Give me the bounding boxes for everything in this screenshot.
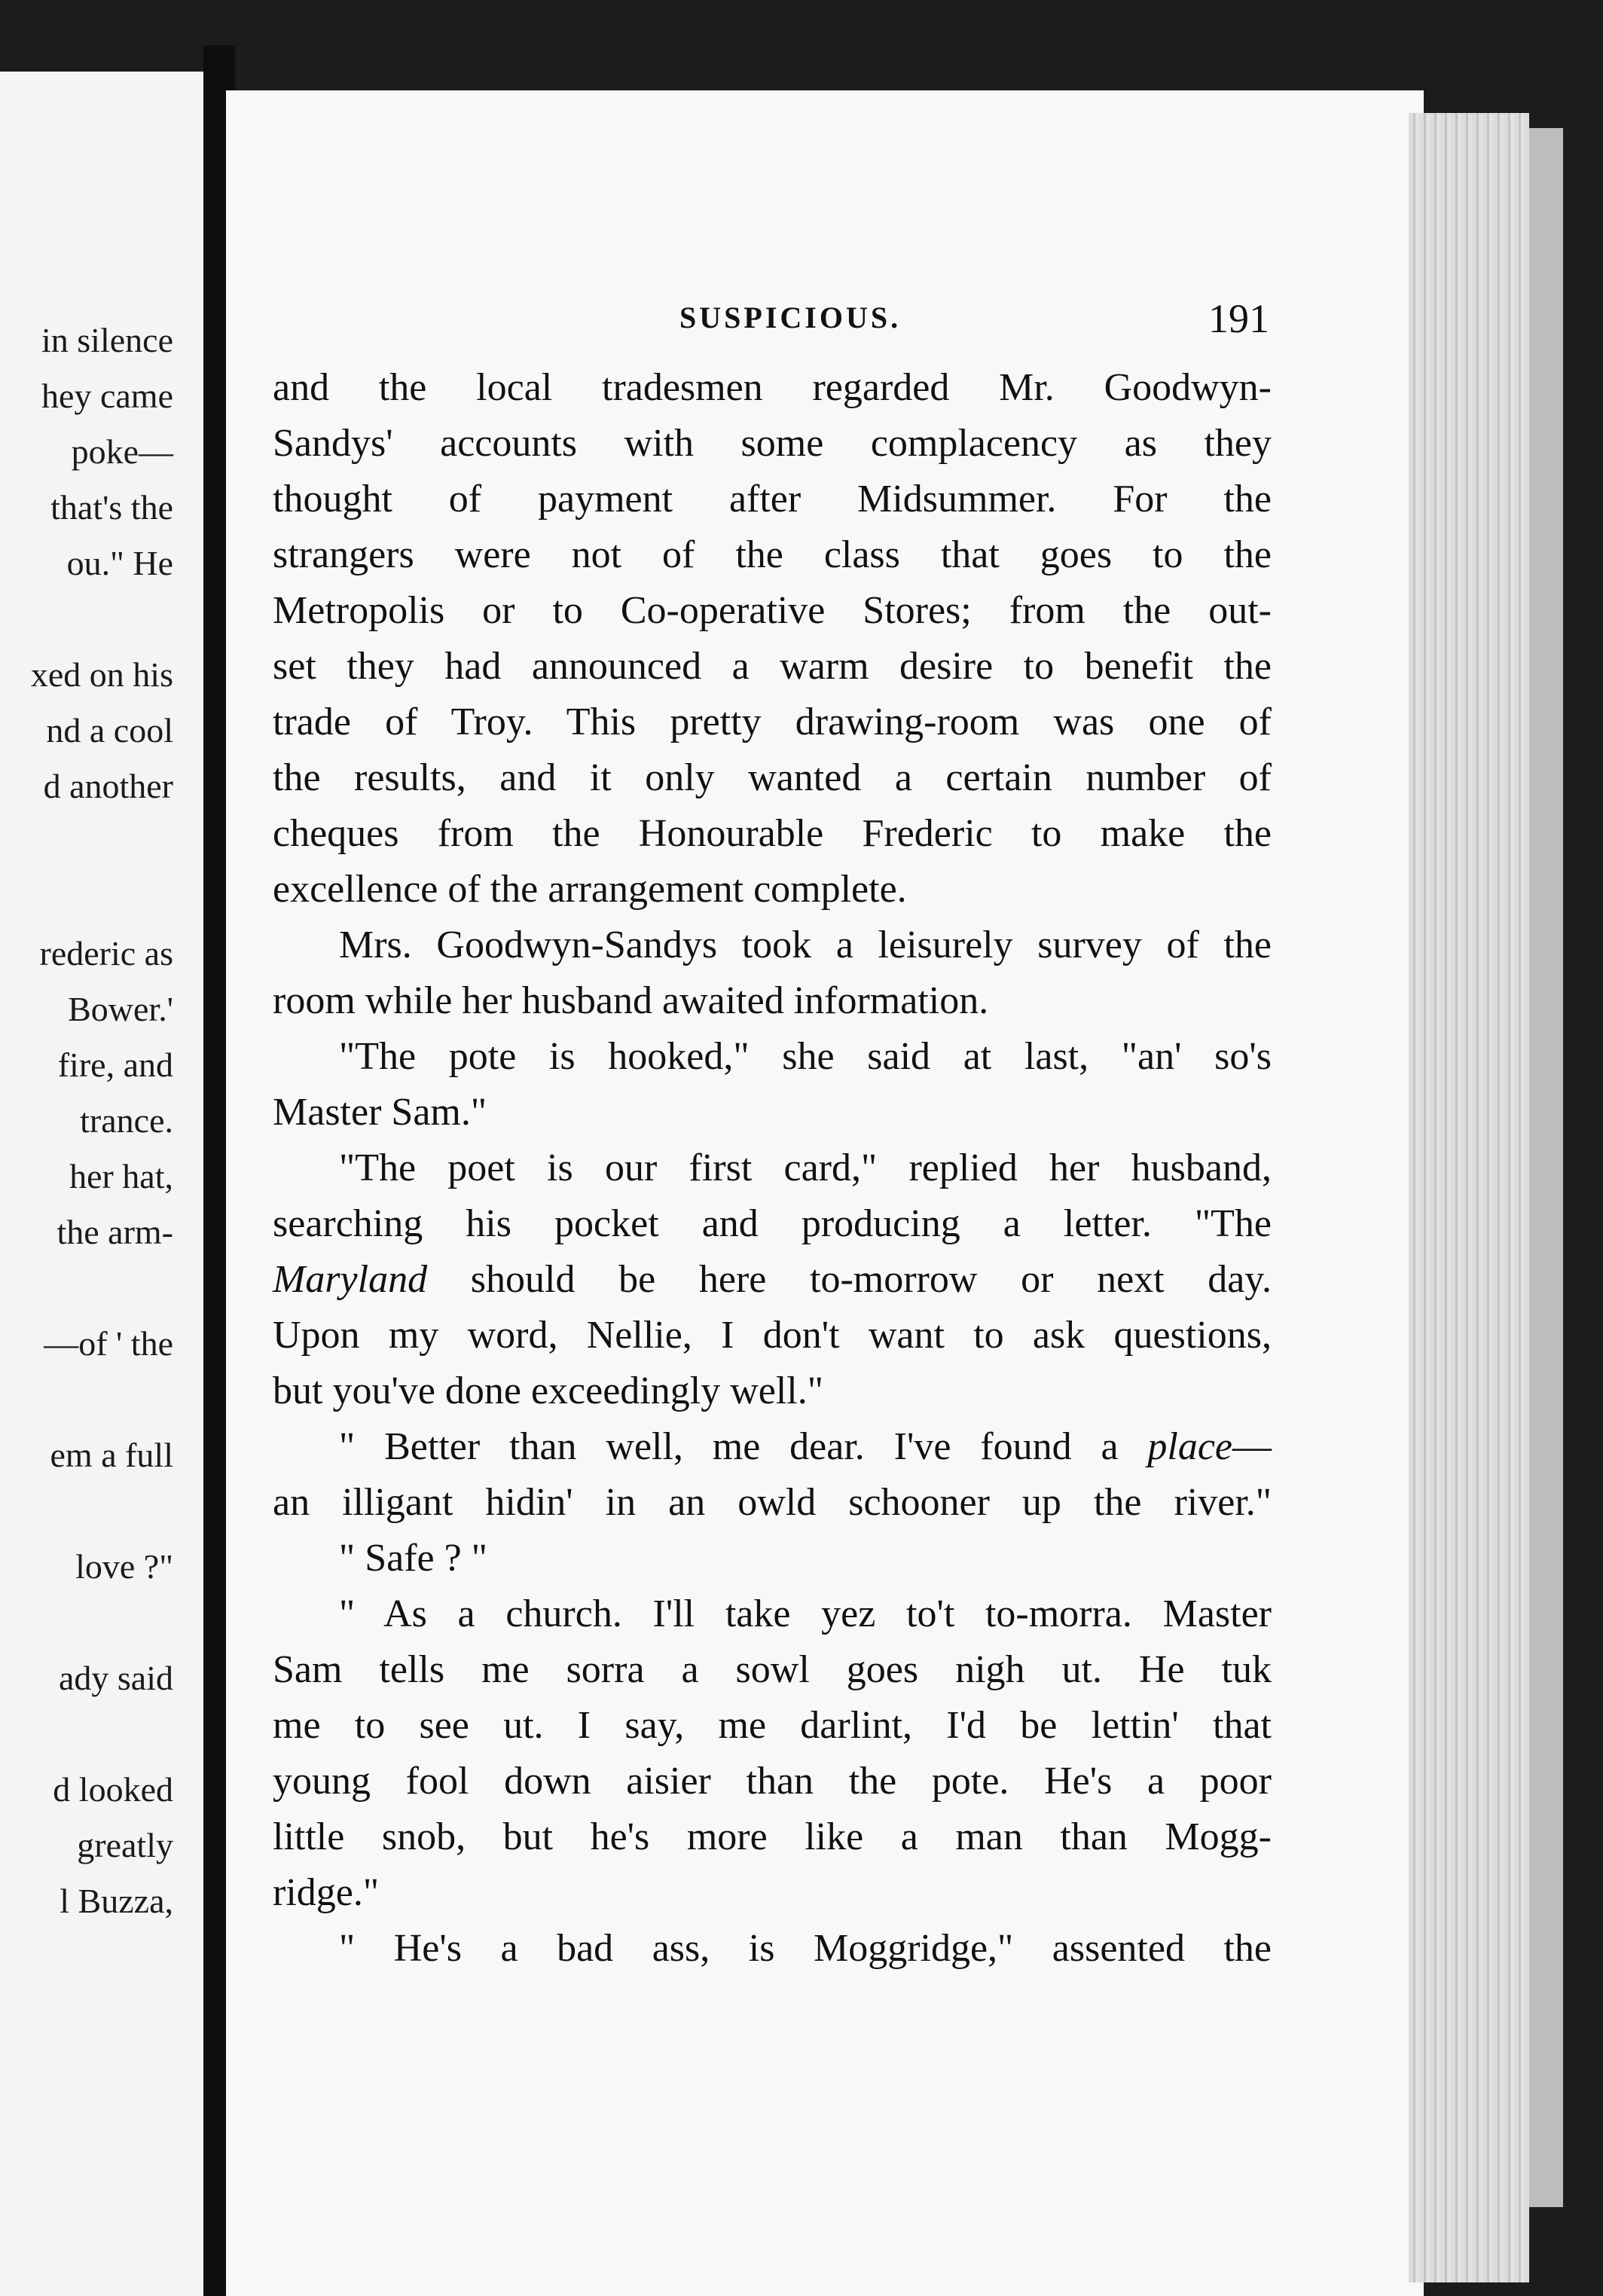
page-edges [1409, 113, 1529, 2282]
text-line: excellence of the arrangement complete. [273, 868, 907, 911]
facing-page-line: rederic as [39, 934, 173, 972]
facing-page-line: l Buzza, [60, 1882, 173, 1920]
facing-page-line: that's the [50, 488, 173, 527]
text-line: " Safe ? " [339, 1537, 487, 1580]
body-text [273, 360, 1272, 1977]
emphasis: place [1147, 1425, 1232, 1468]
text-line: cheques from the Honourable Frederic to make the [273, 812, 1272, 855]
text-line: thought of payment after Midsummer. For the [273, 478, 1272, 521]
facing-page-line: greatly [77, 1826, 173, 1864]
text-line: Mrs. Goodwyn-Sandys took a leisurely survey of the [339, 924, 1272, 966]
text-line: trade of Troy. This pretty drawing-room was one of [273, 701, 1272, 743]
facing-page-line: em a full [50, 1436, 173, 1474]
facing-page-line: fire, and [57, 1046, 173, 1084]
text-line: me to see ut. I say, me darlint, I'd be lettin' that [273, 1704, 1272, 1747]
text-line: " As a church. I'll take yez to't to-morra. Master [339, 1592, 1272, 1635]
text-line: searching his pocket and producing a letter. "The [273, 1202, 1272, 1245]
text-line: an illigant hidin' in an owld schooner up the river." [273, 1481, 1272, 1524]
text-line: Metropolis or to Co-operative Stores; from the out- [273, 589, 1272, 632]
facing-page-line: nd a cool [46, 711, 173, 750]
facing-page-line: d another [43, 767, 173, 805]
running-head: SUSPICIOUS. [679, 301, 902, 334]
text-line: Sandys' accounts with some complacency as they [273, 422, 1272, 465]
text-line: ridge." [273, 1871, 380, 1914]
text-line: set they had announced a warm desire to benefit the [273, 645, 1272, 688]
facing-page-line: her hat, [69, 1157, 173, 1195]
text-line: but you've done exceedingly well." [273, 1369, 823, 1412]
text-line: Upon my word, Nellie, I don't want to ask questions, [273, 1314, 1272, 1357]
ship-name: Maryland [273, 1258, 428, 1301]
text-line: "The pote is hooked," she said at last, "an' so's [339, 1035, 1272, 1078]
text-line: Sam tells me sorra a sowl goes nigh ut. He tuk [273, 1648, 1272, 1691]
text-span: should be here to-morrow or next day. [427, 1258, 1272, 1301]
facing-page-line: ady said [58, 1659, 173, 1697]
text-line: strangers were not of the class that goes to the [273, 533, 1272, 576]
text-line: Master Sam." [273, 1091, 487, 1134]
text-line [273, 1252, 1272, 1308]
facing-page-line: the arm- [56, 1213, 173, 1251]
text-line: young fool down aisier than the pote. He's a poor [273, 1760, 1272, 1803]
text-line: little snob, but he's more like a man than Mogg- [273, 1815, 1272, 1858]
facing-page-line: trance. [80, 1101, 173, 1140]
facing-page-line: love ?" [75, 1547, 173, 1586]
text-line: and the local tradesmen regarded Mr. Goodwyn- [273, 366, 1272, 409]
facing-page-line: poke— [71, 432, 173, 471]
text-span: — [1232, 1425, 1272, 1468]
book-cover-edge [1529, 128, 1563, 2207]
facing-page-line: xed on his [30, 655, 173, 694]
text-line [273, 1419, 1272, 1475]
facing-page-line: hey came [41, 377, 173, 415]
text-line: room while her husband awaited information. [273, 979, 989, 1022]
facing-page-line: —of ' the [44, 1324, 173, 1363]
page-number: 191 [1208, 296, 1269, 341]
facing-page-line: Bower.' [68, 990, 173, 1028]
facing-page-line: d looked [53, 1770, 173, 1809]
text-span: " Better than well, me dear. I've found a [339, 1425, 1148, 1468]
facing-page-line: in silence [41, 321, 173, 359]
text-line: " He's a bad ass, is Moggridge," assented the [339, 1927, 1272, 1970]
facing-page-line: ou." He [66, 544, 173, 582]
facing-page [0, 72, 203, 2296]
text-line: the results, and it only wanted a certain number of [273, 756, 1272, 799]
text-line: "The poet is our first card," replied her husband, [339, 1146, 1272, 1189]
